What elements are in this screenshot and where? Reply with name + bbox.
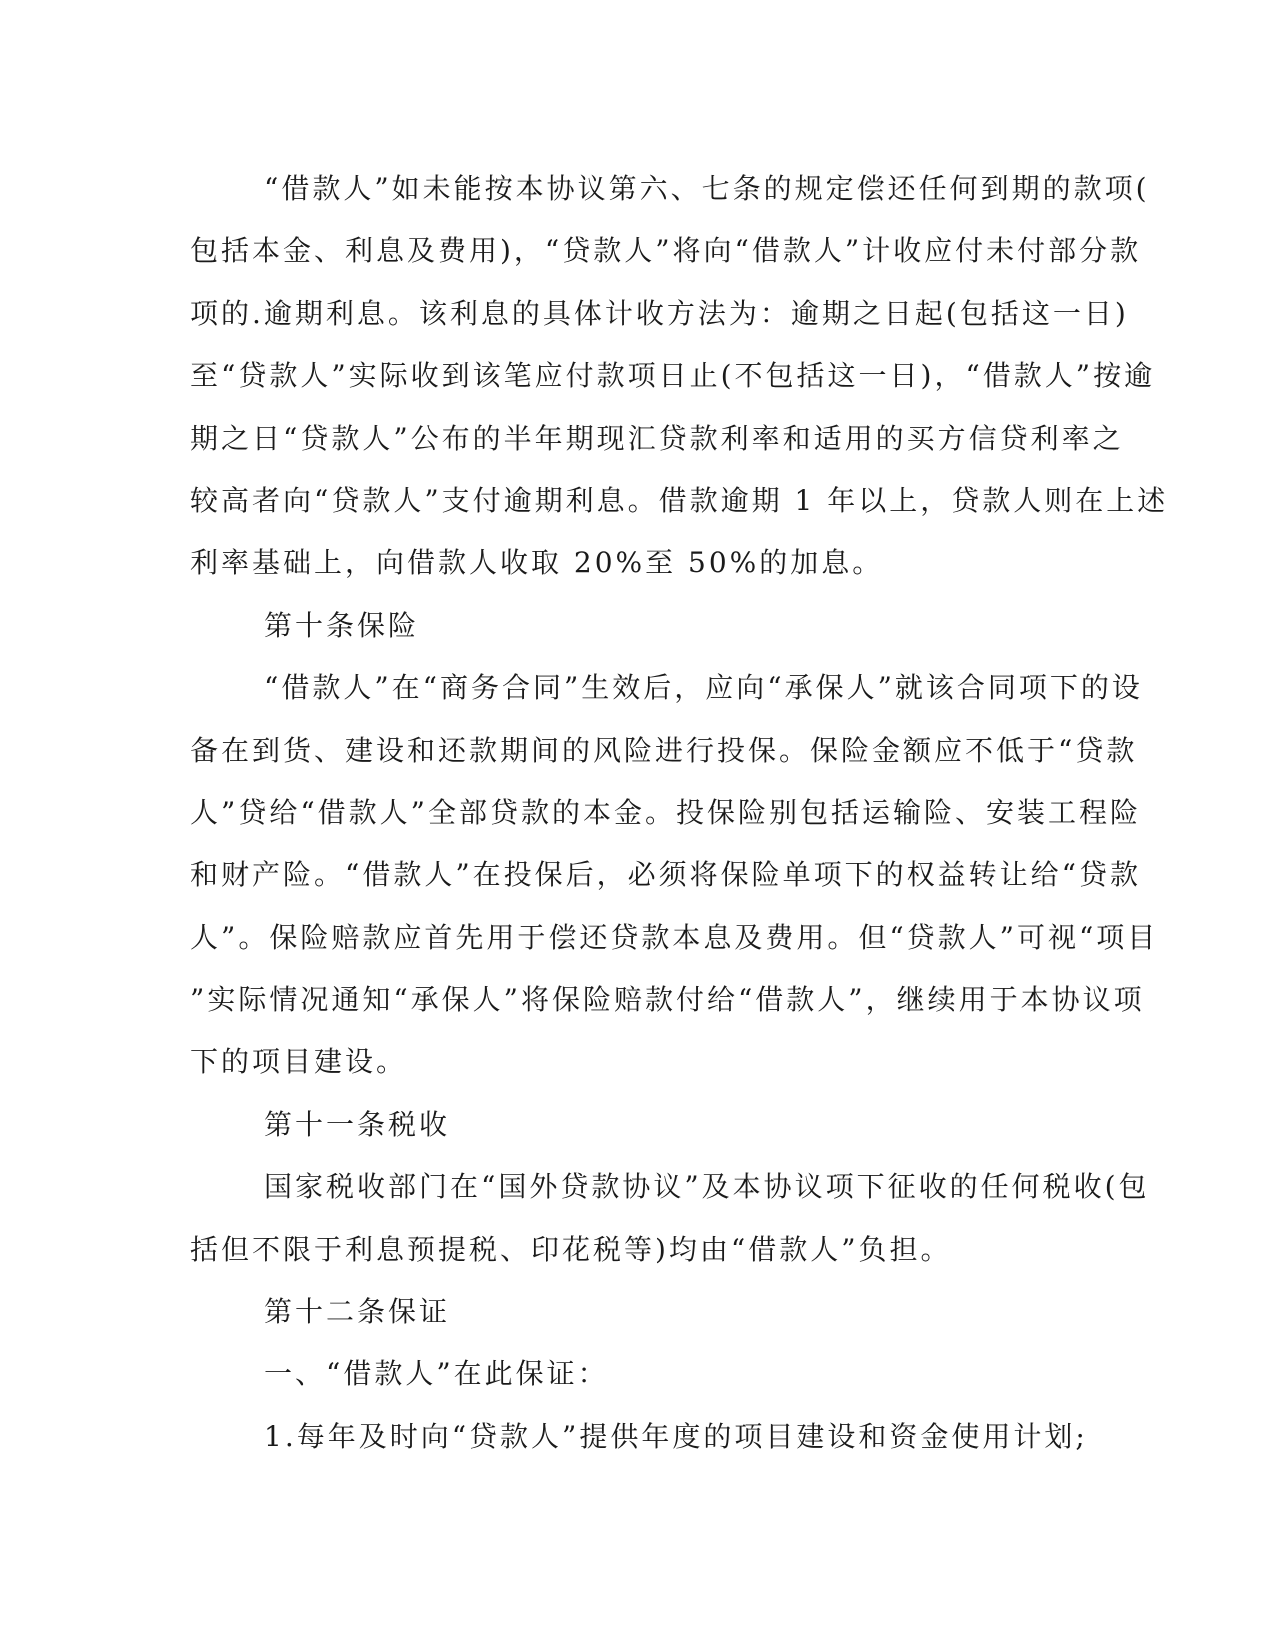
paragraph-line: 人”。保险赔款应首先用于偿还贷款本息及费用。但“贷款人”可视“项目 [190,920,1159,954]
paragraph-line: 利率基础上，向借款人收取 20%至 50%的加息。 [190,546,884,580]
paragraph-line: 一、“借款人”在此保证： [264,1357,609,1391]
paragraph-line: “借款人”在“商务合同”生效后，应向“承保人”就该合同项下的设 [264,671,1143,705]
section-heading: 第十二条保证 [264,1295,451,1329]
paragraph-line: 国家税收部门在“国外贷款协议”及本协议项下征收的任何税收(包 [264,1170,1150,1204]
paragraph-line: 至“贷款人”实际收到该笔应付款项日止(不包括这一日)，“借款人”按逾 [190,359,1156,393]
paragraph-line: 备在到货、建设和还款期间的风险进行投保。保险金额应不低于“贷款 [190,733,1138,767]
list-item: 1.每年及时向“贷款人”提供年度的项目建设和资金使用计划; [264,1419,1088,1453]
document-body [190,158,1169,1468]
paragraph-line: 期之日“贷款人”公布的半年期现汇贷款利率和适用的买方信贷利率之 [190,421,1124,455]
paragraph-line: 人”贷给“借款人”全部贷款的本金。投保险别包括运输险、安装工程险 [190,795,1141,829]
paragraph-line: 括但不限于利息预提税、印花税等)均由“借款人”负担。 [190,1232,952,1266]
paragraph-line: 和财产险。“借款人”在投保后，必须将保险单项下的权益转让给“贷款 [190,858,1141,892]
section-heading: 第十一条税收 [264,1107,451,1141]
paragraph-line: ”实际情况通知“承保人”将保险赔款付给“借款人”，继续用于本协议项 [190,983,1145,1017]
paragraph-line: 包括本金、利息及费用)，“贷款人”将向“借款人”计收应付未付部分款 [190,234,1142,268]
paragraph-line: “借款人”如未能按本协议第六、七条的规定偿还任何到期的款项( [264,172,1150,205]
paragraph-line: 下的项目建设。 [190,1045,408,1079]
paragraph-line: 较高者向“贷款人”支付逾期利息。借款逾期 1 年以上，贷款人则在上述 [190,483,1169,517]
paragraph-line: 项的.逾期利息。该利息的具体计收方法为：逾期之日起(包括这一日) [190,296,1129,330]
section-heading: 第十条保险 [264,608,420,642]
